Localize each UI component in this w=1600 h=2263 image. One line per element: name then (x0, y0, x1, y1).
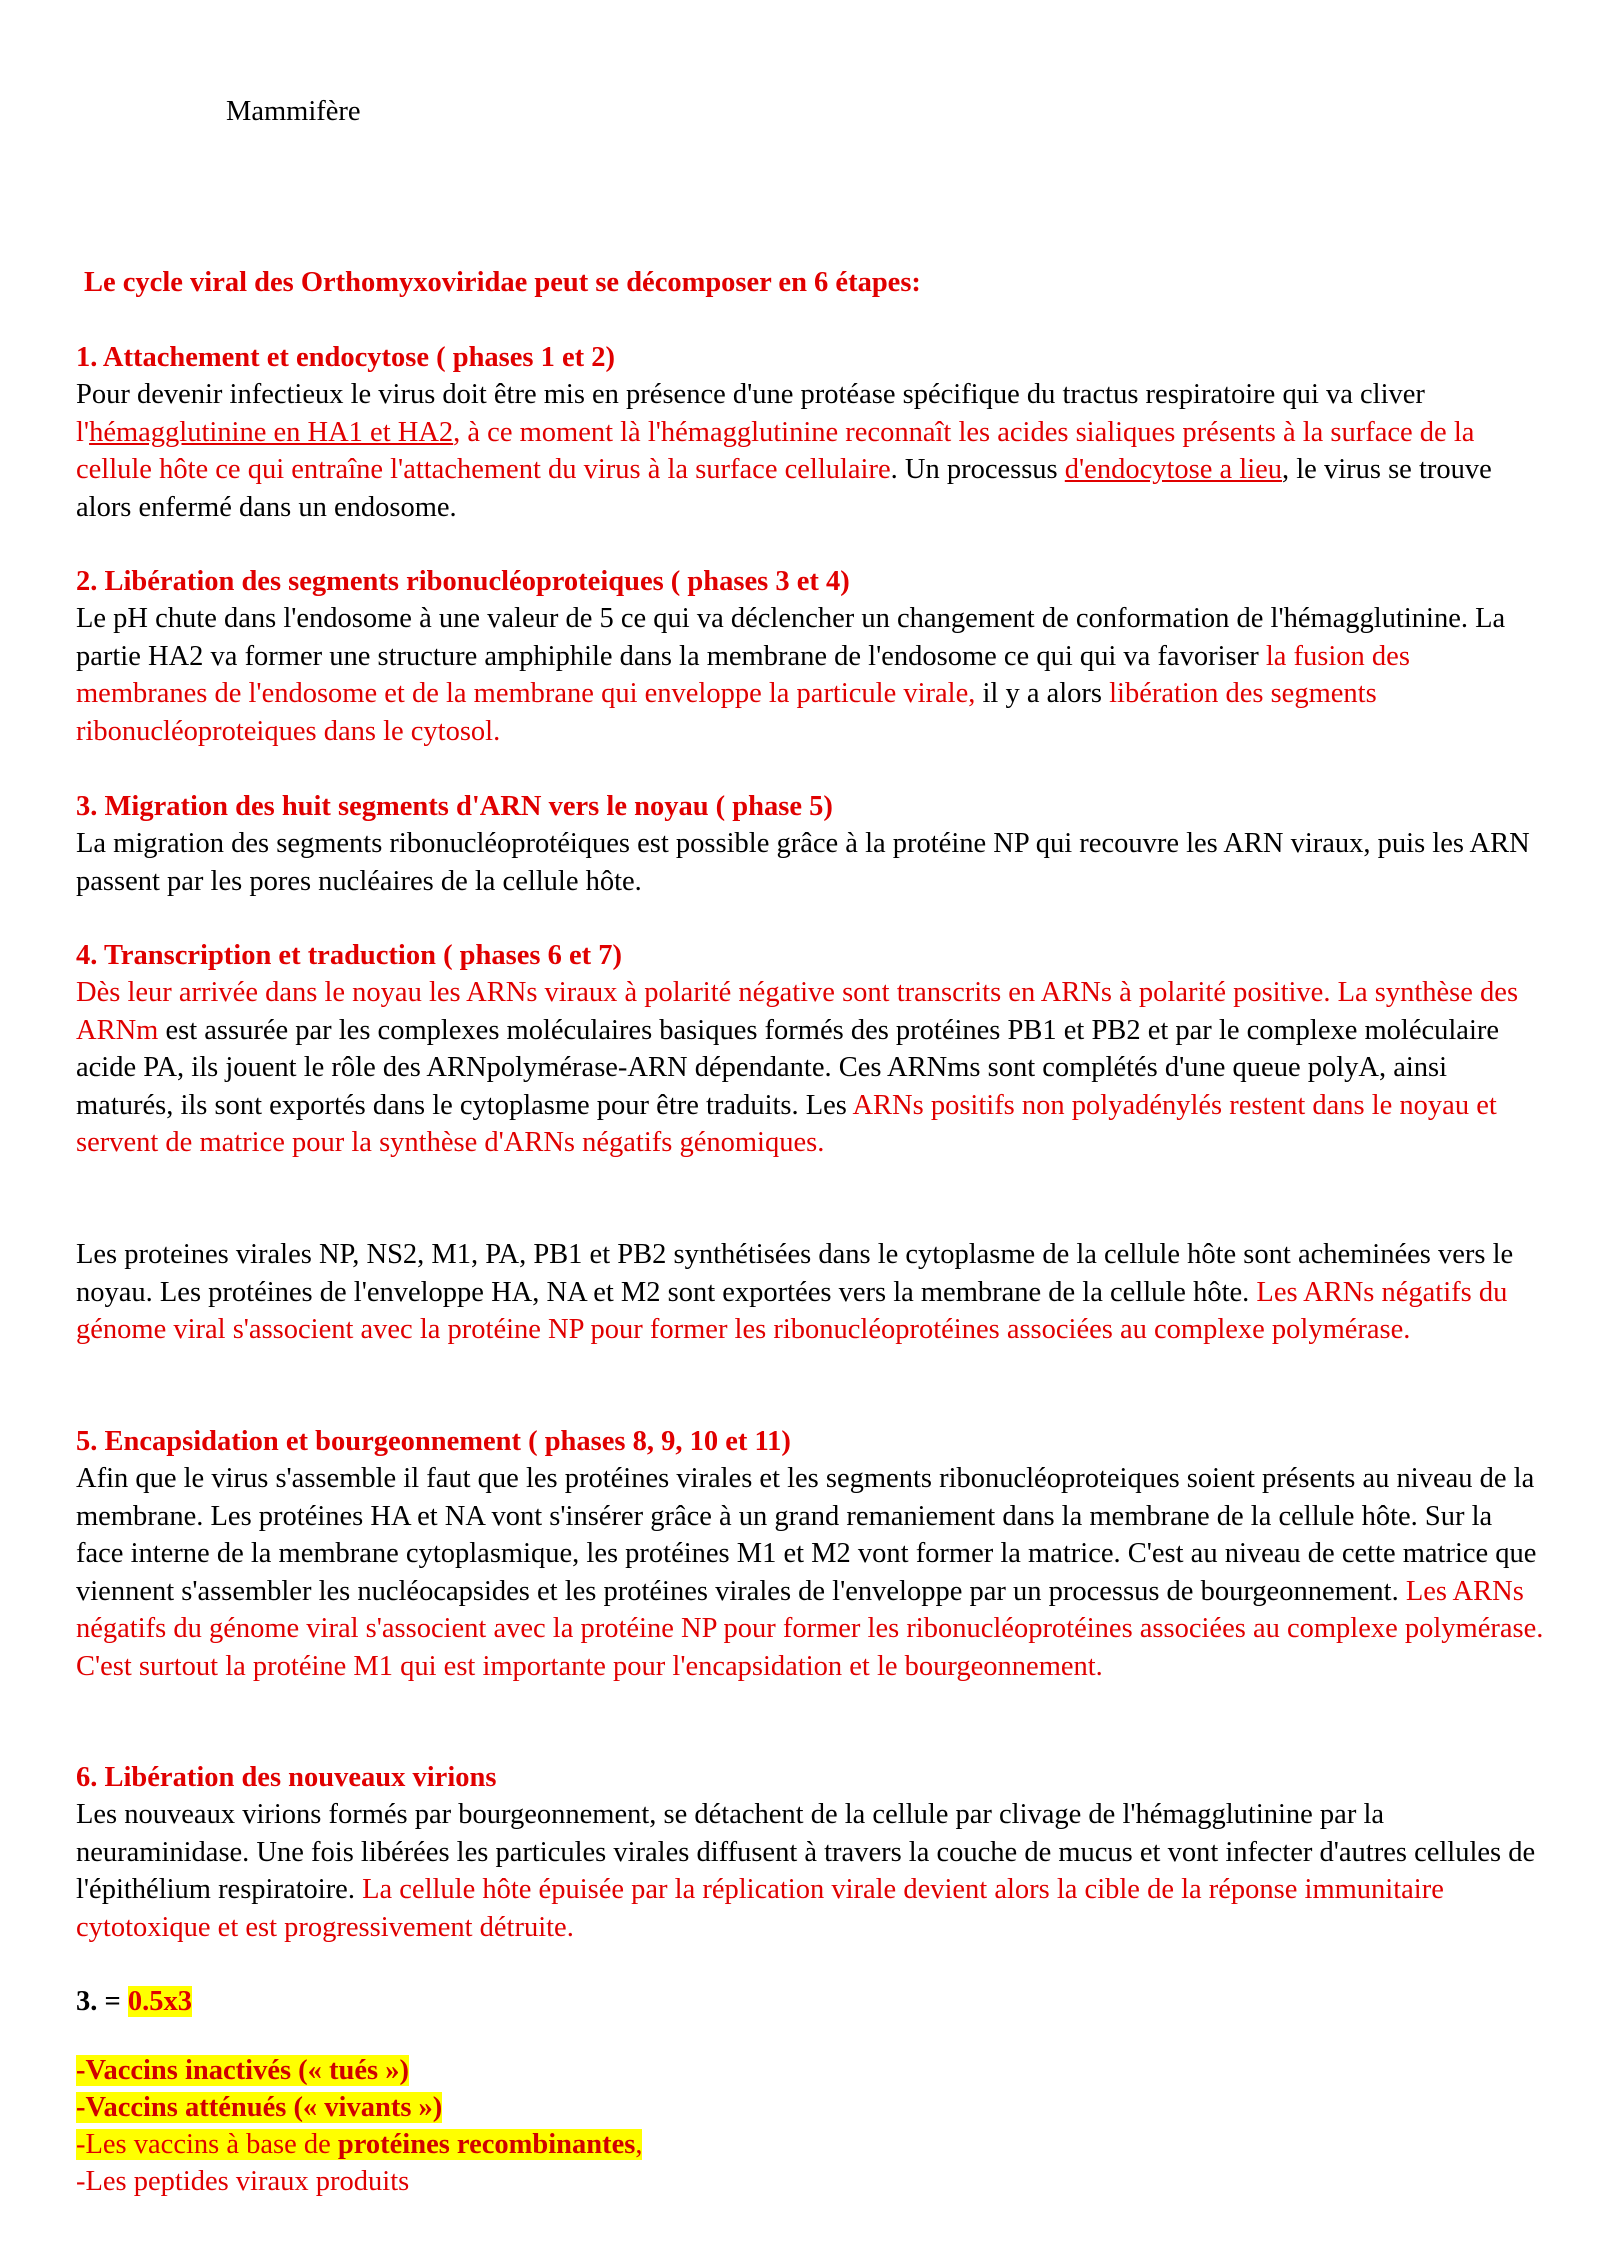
header-word: Mammifère (226, 96, 361, 127)
vaccine-item-3: -Les vaccins à base de protéines recombinantes, (76, 2129, 643, 2160)
section-3-title: 3. Migration des huit segments d'ARN vers le noyau ( phase 5) (76, 791, 833, 822)
section-1-body: Pour devenir infectieux le virus doit être mis en présence d'une protéase spécifique du tractus respiratoire qui va cliver l'hémagglutinine en HA1 et HA2, à ce moment là l'hémagglutinine reconnaît les acides sialiques présents à la surface de la cellule hôte ce qui entraîne l'attachement du virus à la surface cellulaire. Un processus d'endocytose a lieu, le virus se trouve alors enfermé dans un endosome. (76, 379, 1492, 523)
section-6-body: Les nouveaux virions formés par bourgeonnement, se détachent de la cellule par clivage de l'hémagglutinine par la neuraminidase. Une fois libérées les particules virales diffusent à travers la couche de mucus et vont infecter d'autres cellules de l'épithélium respiratoire. La cellule hôte épuisée par la réplication virale devient alors la cible de la réponse immunitaire cytotoxique et est progressivement détruite. (76, 1799, 1536, 1943)
section-2-title: 2. Libération des segments ribonucléoproteiques ( phases 3 et 4) (76, 566, 850, 597)
section-5-title: 5. Encapsidation et bourgeonnement ( phases 8, 9, 10 et 11) (76, 1426, 791, 1457)
section-5-body: Afin que le virus s'assemble il faut que les protéines virales et les segments ribonucléoproteiques soient présents au niveau de la membrane. Les protéines HA et NA vont s'insérer grâce à un grand remaniement dans la membrane de la cellule hôte. Sur la face interne de la membrane cytoplasmique, les protéines M1 et M2 vont former la matrice. C'est au niveau de cette matrice que viennent s'assembler les nucléocapsides et les protéines virales de l'enveloppe par un processus de bourgeonnement. Les ARNs négatifs du génome viral s'associent avec la protéine NP pour former les ribonucléoprotéines associées au complexe polymérase. C'est surtout la protéine M1 qui est importante pour l'encapsidation et le bourgeonnement. (76, 1463, 1544, 1682)
section-6-title: 6. Libération des nouveaux virions (76, 1762, 497, 1793)
score-badge: 0.5x3 (127, 1986, 192, 2017)
intro-title: Le cycle viral des Orthomyxoviridae peut se décomposer en 6 étapes: (84, 267, 921, 298)
vaccine-item-2: -Vaccins atténués (« vivants ») (76, 2092, 443, 2123)
section-4-title: 4. Transcription et traduction ( phases 6 et 7) (76, 940, 622, 971)
vaccine-item-1: -Vaccins inactivés (« tués ») (76, 2055, 409, 2086)
section-1-title: 1. Attachement et endocytose ( phases 1 et 2) (76, 342, 616, 373)
question-3-label: 3. = (76, 1986, 128, 2017)
question-3-score (76, 1983, 1546, 2021)
section-3-body: La migration des segments ribonucléoprotéiques est possible grâce à la protéine NP qui recouvre les ARN viraux, puis les ARN passent par les pores nucléaires de la cellule hôte. (76, 828, 1530, 897)
section-2-body: Le pH chute dans l'endosome à une valeur de 5 ce qui va déclencher un changement de conformation de l'hémagglutinine. La partie HA2 va former une structure amphiphile dans la membrane de l'endosome ce qui qui va favoriser la fusion des membranes de l'endosome et de la membrane qui enveloppe la particule virale, il y a alors libération des segments ribonucléoproteiques dans le cytosol. (76, 603, 1506, 747)
vaccine-item-4: -Les peptides viraux produits (76, 2166, 410, 2197)
section-4-body: Dès leur arrivée dans le noyau les ARNs viraux à polarité négative sont transcrits en ARNs à polarité positive. La synthèse des ARNm est assurée par les complexes moléculaires basiques formés des protéines PB1 et PB2 et par le complexe moléculaire acide PA, ils jouent le rôle des ARNpolymérase-ARN dépendante. Ces ARNms sont complétés d'une queue polyA, ainsi maturés, ils sont exportés dans le cytoplasme pour être traduits. Les ARNs positifs non polyadénylés restent dans le noyau et servent de matrice pour la synthèse d'ARNs négatifs génomiques. (76, 977, 1519, 1158)
section-4-body-2: Les proteines virales NP, NS2, M1, PA, PB1 et PB2 synthétisées dans le cytoplasme de la cellule hôte sont acheminées vers le noyau. Les protéines de l'enveloppe HA, NA et M2 sont exportées vers la membrane de la cellule hôte. Les ARNs négatifs du génome viral s'associent avec la protéine NP pour former les ribonucléoprotéines associées au complexe polymérase. (76, 1239, 1514, 1345)
